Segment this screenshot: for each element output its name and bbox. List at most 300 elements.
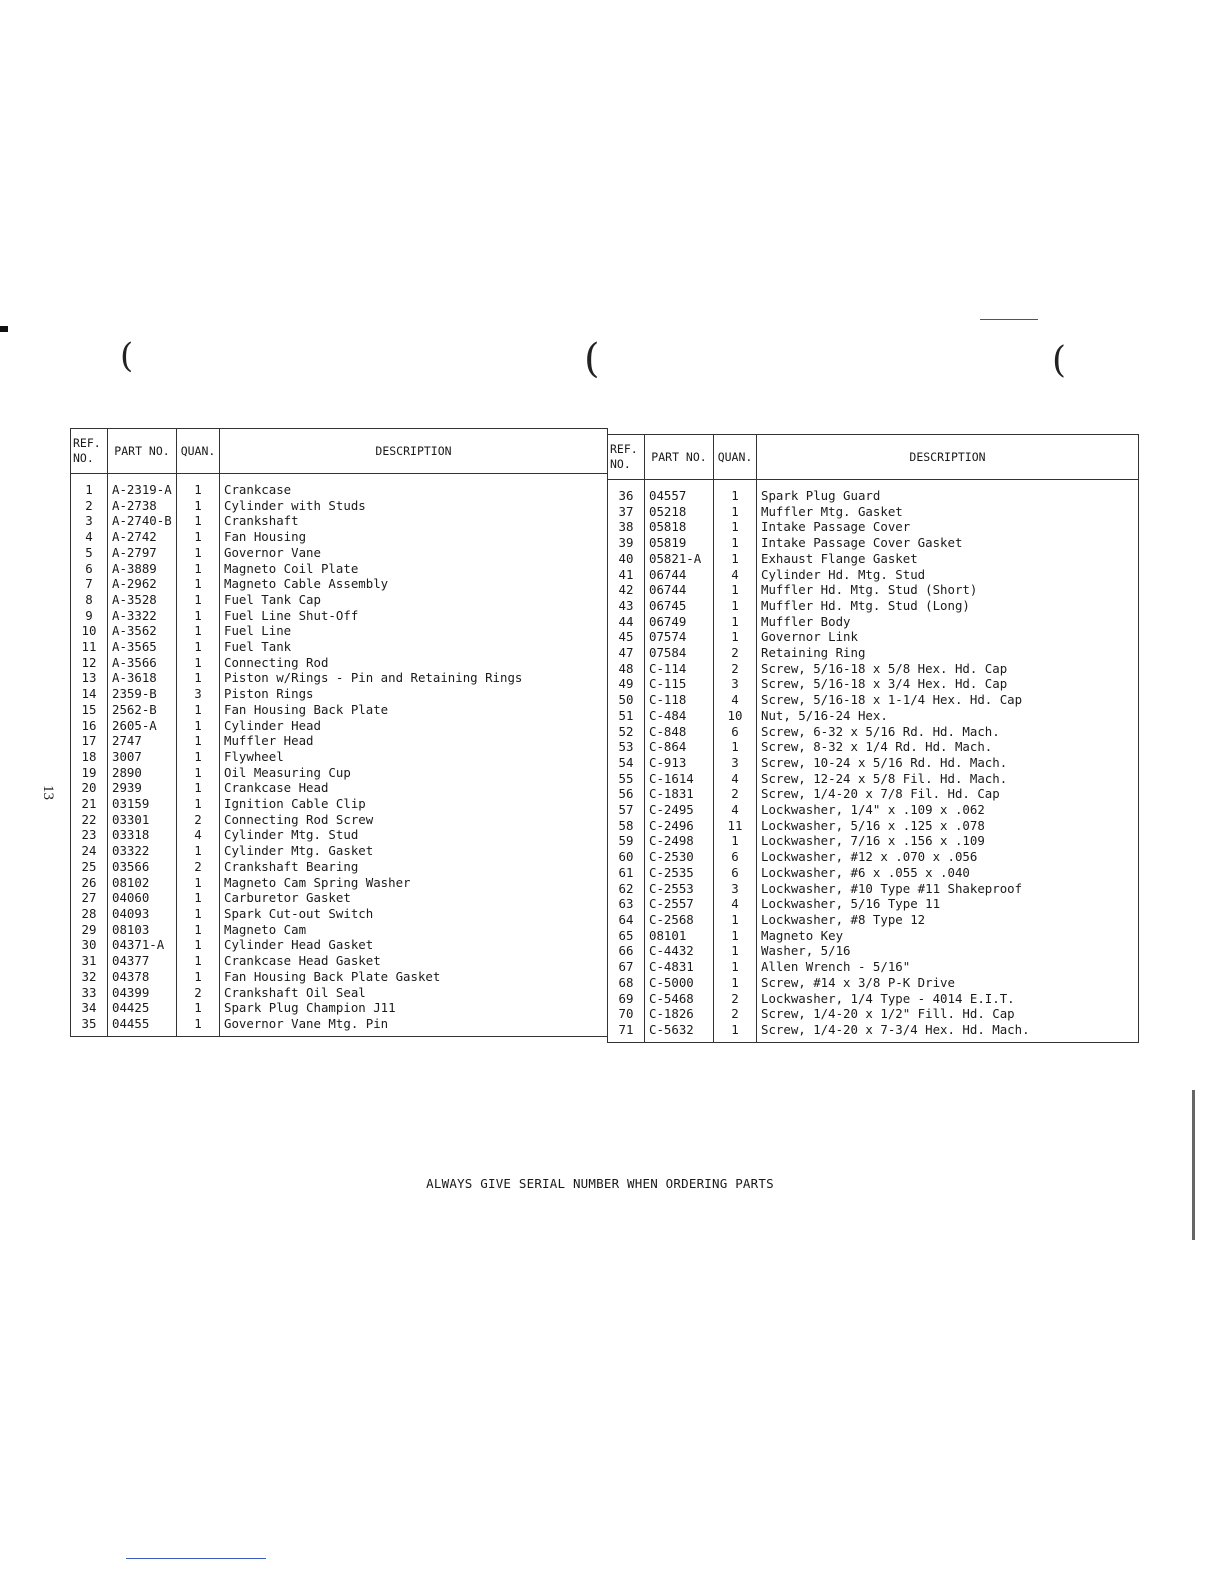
page-number: 13 — [40, 785, 56, 800]
table-row — [71, 859, 608, 875]
table-row — [71, 875, 608, 891]
table-row — [71, 890, 608, 906]
description-cell: Magneto Cable Assembly — [220, 576, 608, 592]
quantity-cell: 1 — [177, 592, 220, 608]
table-row — [608, 786, 1139, 802]
description-cell: Lockwasher, 1/4 Type - 4014 E.I.T. — [757, 991, 1139, 1007]
part-no-cell: 2747 — [108, 733, 177, 749]
table-row — [608, 519, 1139, 535]
quantity-cell: 2 — [177, 985, 220, 1001]
description-cell: Exhaust Flange Gasket — [757, 551, 1139, 567]
ref-cell: 47 — [608, 645, 645, 661]
quantity-cell: 1 — [177, 513, 220, 529]
table-row — [608, 802, 1139, 818]
ref-cell: 64 — [608, 912, 645, 928]
part-no-cell: 2890 — [108, 765, 177, 781]
quantity-cell: 1 — [177, 561, 220, 577]
description-cell: Fan Housing Back Plate — [220, 702, 608, 718]
part-no-cell: C-1826 — [645, 1006, 714, 1022]
description-cell: Cylinder Mtg. Gasket — [220, 843, 608, 859]
description-cell: Cylinder Head Gasket — [220, 937, 608, 953]
ref-cell: 68 — [608, 975, 645, 991]
description-cell: Lockwasher, 1/4" x .109 x .062 — [757, 802, 1139, 818]
part-no-cell: C-2530 — [645, 849, 714, 865]
description-cell: Retaining Ring — [757, 645, 1139, 661]
description-cell: Spark Plug Champion J11 — [220, 1000, 608, 1016]
table-row — [608, 849, 1139, 865]
quantity-cell: 1 — [714, 975, 757, 991]
ref-cell: 35 — [71, 1016, 108, 1036]
quantity-cell: 6 — [714, 865, 757, 881]
part-no-cell: 08102 — [108, 875, 177, 891]
table-row — [608, 896, 1139, 912]
quantity-cell: 2 — [714, 645, 757, 661]
part-no-cell: C-118 — [645, 692, 714, 708]
table-row — [71, 985, 608, 1001]
description-cell: Screw, 12-24 x 5/8 Fil. Hd. Mach. — [757, 771, 1139, 787]
quantity-cell: 1 — [714, 598, 757, 614]
table-row — [608, 975, 1139, 991]
quantity-cell: 4 — [714, 802, 757, 818]
description-cell: Crankcase Head Gasket — [220, 953, 608, 969]
part-no-cell: C-848 — [645, 724, 714, 740]
table-row — [71, 969, 608, 985]
table-row — [71, 639, 608, 655]
ref-cell: 54 — [608, 755, 645, 771]
part-no-cell: A-2319-A — [108, 474, 177, 498]
description-cell: Cylinder Head — [220, 718, 608, 734]
table-row — [71, 1016, 608, 1036]
quantity-cell: 2 — [714, 786, 757, 802]
part-no-cell: C-5468 — [645, 991, 714, 1007]
part-no-cell: 06745 — [645, 598, 714, 614]
table-row — [608, 676, 1139, 692]
ref-cell: 42 — [608, 582, 645, 598]
ref-cell: 28 — [71, 906, 108, 922]
quantity-cell: 1 — [177, 765, 220, 781]
table-row — [608, 661, 1139, 677]
part-no-cell: C-4432 — [645, 943, 714, 959]
header-quan: QUAN. — [714, 435, 757, 480]
quantity-cell: 1 — [714, 833, 757, 849]
description-cell: Screw, 6-32 x 5/16 Rd. Hd. Mach. — [757, 724, 1139, 740]
quantity-cell: 1 — [177, 906, 220, 922]
table-row — [71, 670, 608, 686]
table-row — [71, 498, 608, 514]
table-row — [71, 796, 608, 812]
quantity-cell: 1 — [714, 912, 757, 928]
ref-cell: 5 — [71, 545, 108, 561]
table-row — [71, 953, 608, 969]
ref-cell: 61 — [608, 865, 645, 881]
punch-mark — [0, 326, 8, 332]
description-cell: Fan Housing — [220, 529, 608, 545]
table-row — [608, 865, 1139, 881]
quantity-cell: 1 — [177, 749, 220, 765]
description-cell: Muffler Mtg. Gasket — [757, 504, 1139, 520]
quantity-cell: 4 — [714, 567, 757, 583]
table-row — [608, 504, 1139, 520]
quantity-cell: 3 — [714, 755, 757, 771]
ref-cell: 21 — [71, 796, 108, 812]
quantity-cell: 4 — [177, 827, 220, 843]
description-cell: Magneto Coil Plate — [220, 561, 608, 577]
part-no-cell: 03318 — [108, 827, 177, 843]
ref-cell: 16 — [71, 718, 108, 734]
description-cell: Magneto Key — [757, 928, 1139, 944]
part-no-cell: 06744 — [645, 567, 714, 583]
binder-hole-mark-left: ( — [120, 336, 134, 376]
part-no-cell: C-4831 — [645, 959, 714, 975]
parts-table-left — [70, 428, 608, 1037]
table-row — [608, 959, 1139, 975]
part-no-cell: C-2557 — [645, 896, 714, 912]
ref-cell: 56 — [608, 786, 645, 802]
ref-cell: 9 — [71, 608, 108, 624]
header-quan: QUAN. — [177, 429, 220, 474]
scan-edge-shadow — [1192, 1090, 1195, 1240]
ref-cell: 70 — [608, 1006, 645, 1022]
ref-cell: 24 — [71, 843, 108, 859]
description-cell: Ignition Cable Clip — [220, 796, 608, 812]
ref-cell: 48 — [608, 661, 645, 677]
quantity-cell: 1 — [177, 608, 220, 624]
description-cell: Governor Vane — [220, 545, 608, 561]
part-no-cell: A-3618 — [108, 670, 177, 686]
ref-cell: 41 — [608, 567, 645, 583]
description-cell: Lockwasher, #10 Type #11 Shakeproof — [757, 881, 1139, 897]
table-row — [608, 724, 1139, 740]
part-no-cell: 03322 — [108, 843, 177, 859]
ref-cell: 66 — [608, 943, 645, 959]
part-no-cell: C-2553 — [645, 881, 714, 897]
description-cell: Lockwasher, #8 Type 12 — [757, 912, 1139, 928]
ref-cell: 20 — [71, 780, 108, 796]
ref-cell: 19 — [71, 765, 108, 781]
quantity-cell: 2 — [714, 991, 757, 1007]
part-no-cell: A-2797 — [108, 545, 177, 561]
part-no-cell: C-2568 — [645, 912, 714, 928]
description-cell: Lockwasher, 7/16 x .156 x .109 — [757, 833, 1139, 849]
quantity-cell: 1 — [177, 545, 220, 561]
table-row — [71, 513, 608, 529]
description-cell: Crankcase — [220, 474, 608, 498]
table-row — [71, 686, 608, 702]
part-no-cell: A-3566 — [108, 655, 177, 671]
ref-cell: 67 — [608, 959, 645, 975]
part-no-cell: C-864 — [645, 739, 714, 755]
ref-cell: 26 — [71, 875, 108, 891]
part-no-cell: 06749 — [645, 614, 714, 630]
header-description: DESCRIPTION — [220, 429, 608, 474]
quantity-cell: 1 — [714, 1022, 757, 1042]
binder-hole-mark-center: ( — [584, 336, 600, 382]
part-no-cell: 04455 — [108, 1016, 177, 1036]
part-no-cell: 2605-A — [108, 718, 177, 734]
table-row — [71, 718, 608, 734]
quantity-cell: 1 — [177, 796, 220, 812]
ref-cell: 22 — [71, 812, 108, 828]
description-cell: Screw, 5/16-18 x 3/4 Hex. Hd. Cap — [757, 676, 1139, 692]
quantity-cell: 1 — [714, 519, 757, 535]
ref-cell: 39 — [608, 535, 645, 551]
quantity-cell: 1 — [177, 890, 220, 906]
quantity-cell: 1 — [714, 582, 757, 598]
part-no-cell: C-5632 — [645, 1022, 714, 1042]
ref-cell: 11 — [71, 639, 108, 655]
table-row — [71, 843, 608, 859]
table-row — [71, 749, 608, 765]
quantity-cell: 1 — [177, 474, 220, 498]
part-no-cell: 04425 — [108, 1000, 177, 1016]
quantity-cell: 6 — [714, 849, 757, 865]
quantity-cell: 1 — [177, 623, 220, 639]
part-no-cell: A-3322 — [108, 608, 177, 624]
quantity-cell: 1 — [177, 498, 220, 514]
part-no-cell: C-2498 — [645, 833, 714, 849]
quantity-cell: 4 — [714, 771, 757, 787]
ref-cell: 51 — [608, 708, 645, 724]
part-no-cell: 04399 — [108, 985, 177, 1001]
table-row — [608, 567, 1139, 583]
description-cell: Screw, 8-32 x 1/4 Rd. Hd. Mach. — [757, 739, 1139, 755]
table-row — [71, 812, 608, 828]
part-no-cell: C-1831 — [645, 786, 714, 802]
description-cell: Cylinder with Studs — [220, 498, 608, 514]
quantity-cell: 1 — [177, 953, 220, 969]
table-row — [71, 576, 608, 592]
table-row — [71, 1000, 608, 1016]
table-row — [608, 645, 1139, 661]
table-row — [71, 906, 608, 922]
quantity-cell: 1 — [177, 875, 220, 891]
scan-artifact-rule — [126, 1558, 266, 1559]
quantity-cell: 1 — [714, 943, 757, 959]
quantity-cell: 1 — [177, 937, 220, 953]
ref-cell: 4 — [71, 529, 108, 545]
quantity-cell: 1 — [177, 780, 220, 796]
quantity-cell: 1 — [177, 576, 220, 592]
table-row — [608, 480, 1139, 504]
table-row — [71, 827, 608, 843]
quantity-cell: 3 — [714, 881, 757, 897]
ref-cell: 36 — [608, 480, 645, 504]
table-row — [71, 592, 608, 608]
table-row — [71, 529, 608, 545]
description-cell: Connecting Rod Screw — [220, 812, 608, 828]
ref-cell: 59 — [608, 833, 645, 849]
description-cell: Governor Link — [757, 629, 1139, 645]
table-row — [71, 655, 608, 671]
header-part-no: PART NO. — [108, 429, 177, 474]
quantity-cell: 1 — [714, 614, 757, 630]
table-header-row — [608, 435, 1139, 480]
ref-cell: 58 — [608, 818, 645, 834]
quantity-cell: 1 — [177, 1016, 220, 1036]
table-row — [608, 692, 1139, 708]
ref-cell: 60 — [608, 849, 645, 865]
table-row — [71, 561, 608, 577]
part-no-cell: A-2742 — [108, 529, 177, 545]
description-cell: Screw, 5/16-18 x 5/8 Hex. Hd. Cap — [757, 661, 1139, 677]
description-cell: Cylinder Mtg. Stud — [220, 827, 608, 843]
description-cell: Fuel Tank Cap — [220, 592, 608, 608]
table-row — [608, 1006, 1139, 1022]
part-no-cell: 07584 — [645, 645, 714, 661]
table-row — [608, 771, 1139, 787]
ref-cell: 17 — [71, 733, 108, 749]
ref-cell: 71 — [608, 1022, 645, 1042]
quantity-cell: 2 — [714, 661, 757, 677]
table-row — [71, 474, 608, 498]
description-cell: Lockwasher, 5/16 Type 11 — [757, 896, 1139, 912]
ref-cell: 49 — [608, 676, 645, 692]
ref-cell: 33 — [71, 985, 108, 1001]
description-cell: Fuel Line — [220, 623, 608, 639]
quantity-cell: 4 — [714, 896, 757, 912]
quantity-cell: 1 — [177, 733, 220, 749]
description-cell: Crankshaft Oil Seal — [220, 985, 608, 1001]
ref-cell: 32 — [71, 969, 108, 985]
part-no-cell: C-2535 — [645, 865, 714, 881]
quantity-cell: 1 — [177, 529, 220, 545]
quantity-cell: 1 — [177, 670, 220, 686]
ref-cell: 62 — [608, 881, 645, 897]
part-no-cell: 2562-B — [108, 702, 177, 718]
part-no-cell: 03301 — [108, 812, 177, 828]
ref-cell: 14 — [71, 686, 108, 702]
table-row — [71, 702, 608, 718]
description-cell: Oil Measuring Cup — [220, 765, 608, 781]
description-cell: Intake Passage Cover — [757, 519, 1139, 535]
ref-cell: 25 — [71, 859, 108, 875]
table-header-row — [71, 429, 608, 474]
table-row — [608, 755, 1139, 771]
table-row — [608, 833, 1139, 849]
parts-table-left-body — [71, 474, 608, 1037]
table-row — [608, 912, 1139, 928]
parts-table-right — [607, 434, 1139, 1043]
part-no-cell: 08101 — [645, 928, 714, 944]
part-no-cell: C-5000 — [645, 975, 714, 991]
part-no-cell: 05218 — [645, 504, 714, 520]
part-no-cell: C-2495 — [645, 802, 714, 818]
ref-cell: 43 — [608, 598, 645, 614]
part-no-cell: 08103 — [108, 922, 177, 938]
part-no-cell: A-3562 — [108, 623, 177, 639]
description-cell: Lockwasher, 5/16 x .125 x .078 — [757, 818, 1139, 834]
description-cell: Washer, 5/16 — [757, 943, 1139, 959]
part-no-cell: A-2962 — [108, 576, 177, 592]
part-no-cell: C-115 — [645, 676, 714, 692]
table-row — [608, 739, 1139, 755]
ref-cell: 15 — [71, 702, 108, 718]
part-no-cell: 05818 — [645, 519, 714, 535]
ref-cell: 12 — [71, 655, 108, 671]
ref-cell: 8 — [71, 592, 108, 608]
table-row — [608, 551, 1139, 567]
table-row — [608, 943, 1139, 959]
description-cell: Screw, 1/4-20 x 1/2" Fill. Hd. Cap — [757, 1006, 1139, 1022]
quantity-cell: 4 — [714, 692, 757, 708]
description-cell: Flywheel — [220, 749, 608, 765]
description-cell: Spark Cut-out Switch — [220, 906, 608, 922]
ref-cell: 40 — [608, 551, 645, 567]
part-no-cell: C-2496 — [645, 818, 714, 834]
quantity-cell: 10 — [714, 708, 757, 724]
part-no-cell: A-2740-B — [108, 513, 177, 529]
quantity-cell: 1 — [177, 639, 220, 655]
header-ref-no: REF. NO. — [71, 429, 108, 474]
description-cell: Piston w/Rings - Pin and Retaining Rings — [220, 670, 608, 686]
ref-cell: 2 — [71, 498, 108, 514]
table-row — [71, 922, 608, 938]
description-cell: Screw, 5/16-18 x 1-1/4 Hex. Hd. Cap — [757, 692, 1139, 708]
part-no-cell: 04371-A — [108, 937, 177, 953]
quantity-cell: 1 — [177, 655, 220, 671]
quantity-cell: 6 — [714, 724, 757, 740]
description-cell: Muffler Hd. Mtg. Stud (Short) — [757, 582, 1139, 598]
table-row — [608, 629, 1139, 645]
table-row — [608, 1022, 1139, 1042]
quantity-cell: 1 — [177, 969, 220, 985]
description-cell: Connecting Rod — [220, 655, 608, 671]
footer-note: ALWAYS GIVE SERIAL NUMBER WHEN ORDERING PARTS — [426, 1176, 774, 1191]
part-no-cell: C-913 — [645, 755, 714, 771]
quantity-cell: 2 — [177, 812, 220, 828]
part-no-cell: 3007 — [108, 749, 177, 765]
description-cell: Fuel Line Shut-Off — [220, 608, 608, 624]
description-cell: Lockwasher, #12 x .070 x .056 — [757, 849, 1139, 865]
quantity-cell: 1 — [177, 1000, 220, 1016]
part-no-cell: C-484 — [645, 708, 714, 724]
parts-table-right-body — [608, 480, 1139, 1043]
quantity-cell: 3 — [714, 676, 757, 692]
description-cell: Fuel Tank — [220, 639, 608, 655]
ref-cell: 18 — [71, 749, 108, 765]
ref-cell: 69 — [608, 991, 645, 1007]
ref-cell: 45 — [608, 629, 645, 645]
ref-cell: 31 — [71, 953, 108, 969]
part-no-cell: C-114 — [645, 661, 714, 677]
table-row — [608, 991, 1139, 1007]
part-no-cell: 05821-A — [645, 551, 714, 567]
quantity-cell: 11 — [714, 818, 757, 834]
description-cell: Crankshaft Bearing — [220, 859, 608, 875]
ref-cell: 30 — [71, 937, 108, 953]
ref-cell: 6 — [71, 561, 108, 577]
ref-cell: 53 — [608, 739, 645, 755]
description-cell: Spark Plug Guard — [757, 480, 1139, 504]
scan-artifact-line — [980, 319, 1038, 320]
description-cell: Crankshaft — [220, 513, 608, 529]
part-no-cell: A-3528 — [108, 592, 177, 608]
part-no-cell: 04557 — [645, 480, 714, 504]
ref-cell: 34 — [71, 1000, 108, 1016]
quantity-cell: 1 — [714, 551, 757, 567]
description-cell: Screw, #14 x 3/8 P-K Drive — [757, 975, 1139, 991]
ref-cell: 3 — [71, 513, 108, 529]
table-row — [608, 818, 1139, 834]
quantity-cell: 1 — [714, 629, 757, 645]
part-no-cell: A-3565 — [108, 639, 177, 655]
ref-cell: 27 — [71, 890, 108, 906]
ref-cell: 50 — [608, 692, 645, 708]
quantity-cell: 3 — [177, 686, 220, 702]
ref-cell: 38 — [608, 519, 645, 535]
table-row — [71, 765, 608, 781]
part-no-cell: 07574 — [645, 629, 714, 645]
